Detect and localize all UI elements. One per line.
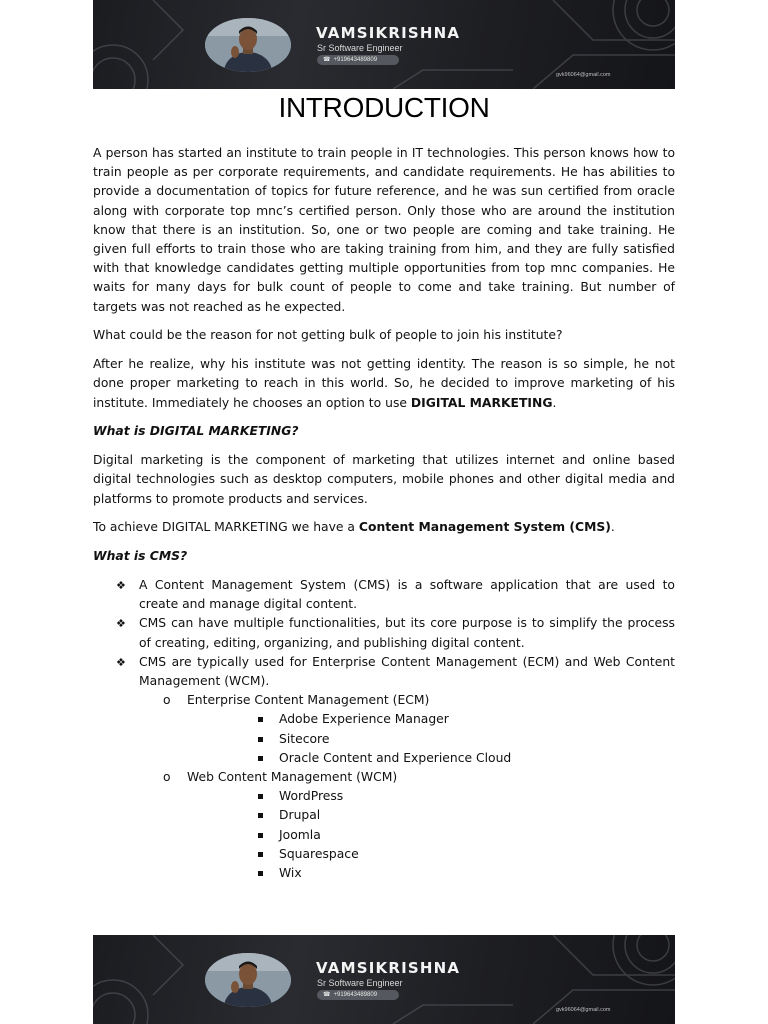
person-photo-icon bbox=[205, 953, 291, 1007]
paragraph-question: What could be the reason for not getting bulk of people to join his institute? bbox=[93, 328, 563, 343]
phone-number: +919643489809 bbox=[333, 992, 378, 998]
paragraph-realization-bold: DIGITAL MARKETING bbox=[410, 395, 553, 410]
footer-banner bbox=[93, 935, 675, 1024]
ecm-tool-list bbox=[187, 710, 675, 768]
brand-role: Sr Software Engineer bbox=[317, 43, 403, 53]
heading-cms: What is CMS? bbox=[93, 549, 188, 564]
circle-bullet-icon: o bbox=[163, 693, 171, 708]
cms-type-list bbox=[93, 691, 675, 883]
page-title: INTRODUCTION bbox=[278, 92, 490, 123]
list-item bbox=[187, 787, 675, 806]
paragraph-realization-end: . bbox=[552, 395, 557, 410]
circle-bullet-icon: o bbox=[163, 770, 171, 785]
brand-email: gvk96064@gmail.com bbox=[556, 72, 611, 78]
brand-name: VAMSIKRISHNA bbox=[316, 959, 461, 977]
paragraph-cms-intro-end: . bbox=[610, 520, 615, 535]
paragraph-cms-intro-text: To achieve DIGITAL MARKETING we have a bbox=[93, 520, 359, 535]
list-item bbox=[187, 864, 675, 883]
heading-digital-marketing: What is DIGITAL MARKETING? bbox=[93, 424, 299, 439]
diamond-bullet-icon: ❖ bbox=[116, 655, 126, 669]
paragraph-realization bbox=[93, 355, 675, 413]
list-item-text: CMS can have multiple functionalities, but its core purpose is to simplify the process of creating, editing, organizing, and publishing digital content. bbox=[139, 616, 675, 650]
document-body bbox=[93, 144, 675, 883]
list-item-wcm bbox=[93, 768, 675, 883]
paragraph-digital-marketing: Digital marketing is the component of marketing that utilizes internet and online based digital technologies such as desktop computers, mobile phones and other digital media and platforms to promote products and services. bbox=[93, 453, 675, 506]
list-item-text: A Content Management System (CMS) is a software application that are used to create and manage digital content. bbox=[139, 578, 675, 612]
paragraph-intro: A person has started an institute to train people in IT technologies. This person knows how to train people as per corporate requirements, and candidate requirements. He has abilities to provide a documentation of topics for future reference, and he was sun certified from oracle along with corporate top mnc’s certified person. Only those who are around the institution know that there is an institution. So, one or two people are coming and take training. He given full efforts to train those who are taking training from him, and they are fully satisfied with that knowledge candidates getting multiple opportunities from top mnc companies. He waits for many days for bulk count of people to come and take training. But number of targets was not reached as he expected. bbox=[93, 146, 675, 314]
list-item bbox=[187, 806, 675, 825]
phone-pill bbox=[317, 990, 399, 1000]
person-photo-icon bbox=[205, 18, 291, 72]
list-item bbox=[187, 710, 675, 729]
paragraph-cms-intro bbox=[93, 518, 675, 537]
header-banner bbox=[93, 0, 675, 89]
list-item bbox=[187, 826, 675, 845]
paragraph-realization-text: After he realize, why his institute was not getting identity. The reason is so simple, he not done proper marketing to reach in this world. So, he decided to improve marketing of his institute. Immediately he chooses an option to use bbox=[93, 357, 675, 410]
paragraph-cms-intro-bold: Content Management System (CMS) bbox=[358, 520, 611, 535]
list-item-text: Wix bbox=[279, 866, 302, 881]
square-bullet-icon bbox=[258, 852, 263, 857]
list-item-text: Drupal bbox=[279, 808, 321, 823]
brand-name: VAMSIKRISHNA bbox=[316, 24, 461, 42]
list-item bbox=[187, 730, 675, 749]
list-item-text: WordPress bbox=[279, 789, 344, 804]
wcm-label: Web Content Management (WCM) bbox=[187, 770, 398, 785]
square-bullet-icon bbox=[258, 813, 263, 818]
cms-bullet-list bbox=[93, 576, 675, 883]
list-item bbox=[93, 653, 675, 883]
list-item-text: Adobe Experience Manager bbox=[279, 712, 449, 727]
phone-icon: ☎ bbox=[323, 992, 331, 998]
ecm-label: Enterprise Content Management (ECM) bbox=[187, 693, 430, 708]
square-bullet-icon bbox=[258, 871, 263, 876]
avatar bbox=[205, 18, 291, 72]
list-item-text: Squarespace bbox=[279, 846, 359, 861]
list-item-ecm bbox=[93, 691, 675, 768]
list-item-text: Joomla bbox=[279, 827, 321, 842]
square-bullet-icon bbox=[258, 794, 263, 799]
brand-email: gvk96064@gmail.com bbox=[556, 1007, 611, 1013]
phone-number: +919643489809 bbox=[333, 57, 378, 63]
square-bullet-icon bbox=[258, 756, 263, 761]
list-item-text: Sitecore bbox=[279, 731, 330, 746]
brand-role: Sr Software Engineer bbox=[317, 978, 403, 988]
list-item-text: Oracle Content and Experience Cloud bbox=[279, 750, 512, 765]
list-item bbox=[187, 749, 675, 768]
phone-icon: ☎ bbox=[323, 57, 331, 63]
diamond-bullet-icon: ❖ bbox=[116, 617, 126, 631]
diamond-bullet-icon: ❖ bbox=[116, 579, 126, 593]
list-item-text: CMS are typically used for Enterprise Content Management (ECM) and Web Content Management (WCM). bbox=[139, 654, 675, 689]
list-item bbox=[93, 576, 675, 614]
list-item bbox=[187, 845, 675, 864]
wcm-tool-list bbox=[187, 787, 675, 883]
avatar bbox=[205, 953, 291, 1007]
phone-pill bbox=[317, 55, 399, 65]
list-item bbox=[93, 614, 675, 652]
square-bullet-icon bbox=[258, 717, 263, 722]
square-bullet-icon bbox=[258, 833, 263, 838]
square-bullet-icon bbox=[258, 737, 263, 742]
